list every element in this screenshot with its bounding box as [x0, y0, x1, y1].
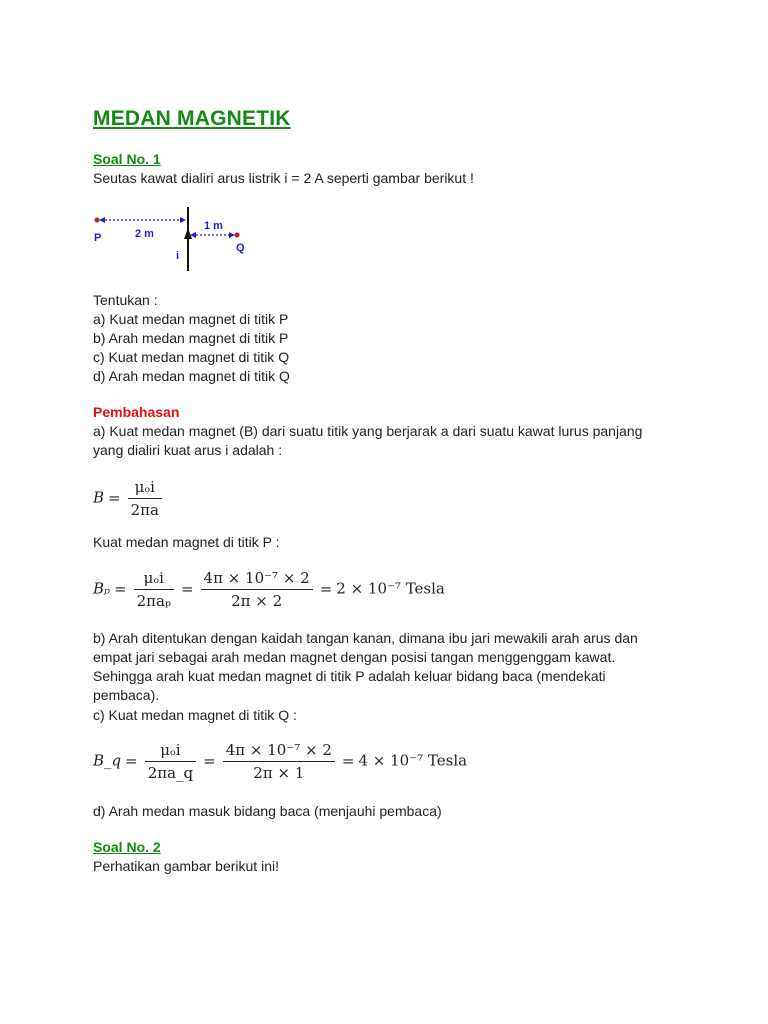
eq1-numerator: μₒi — [134, 478, 155, 496]
question-item-c: c) Kuat medan magnet di titik Q — [93, 349, 290, 365]
eq1-denominator: 2πa — [128, 498, 162, 519]
equation-2: Bₚ = $\frac{\text{μₒi}}{\text{2πaₚ}}$ = $\frac{\text{4π × 10⁻⁷ × 2}}{2\pi \times 2}$ = 2 × 10⁻⁷ Tesla — [93, 569, 445, 610]
question-item-a: a) Kuat medan magnet di titik P — [93, 311, 289, 327]
eq3-denominator-2: 2π × 1 — [223, 761, 335, 782]
eq2-result: 2 × 10⁻⁷ Tesla — [336, 579, 445, 598]
label-i: i — [176, 250, 180, 262]
soal-1-text: Seutas kawat dialiri arus listrik i = 2 A seperti gambar berikut ! — [93, 170, 474, 186]
pembahasan-b-line-4: pembaca). — [93, 687, 160, 703]
eq2-denominator-2: 2π × 2 — [201, 589, 313, 610]
eq3-denominator: 2πa_q — [145, 761, 196, 782]
pembahasan-b-line-1: b) Arah ditentukan dengan kaidah tangan kanan, dimana ibu jari mewakili arah arus dan — [93, 630, 638, 646]
eq1-lhs: B — [93, 488, 105, 507]
soal-2-heading: Soal No. 2 — [93, 839, 161, 855]
kuat-p-label: Kuat medan magnet di titik P : — [93, 534, 280, 550]
point-p — [95, 218, 100, 223]
equation-1: B = $\frac{\text{μₒi}}{2\pi a}$ — [93, 478, 165, 519]
pembahasan-a-line-2: yang dialiri kuat arus i adalah : — [93, 442, 283, 458]
pembahasan-heading: Pembahasan — [93, 404, 180, 420]
current-arrow — [184, 228, 192, 239]
pembahasan-c-line: c) Kuat medan magnet di titik Q : — [93, 707, 297, 723]
question-item-b: b) Arah medan magnet di titik P — [93, 330, 289, 346]
label-q: Q — [236, 242, 245, 254]
eq3-numerator: μₒi — [160, 741, 181, 759]
eq2-numerator: μₒi — [143, 569, 164, 587]
tentukan-label: Tentukan : — [93, 292, 158, 308]
eq3-numerator-2: 4π × 10⁻⁷ × 2 — [225, 741, 332, 759]
soal-1-heading: Soal No. 1 — [93, 151, 161, 167]
eq2-lhs: Bₚ — [93, 579, 111, 598]
label-p: P — [94, 232, 102, 244]
equation-3: B_q = $\frac{\text{μₒi}}{2\pi a\_q}$ = $\frac{\text{4π × 10⁻⁷ × 2}}{2\pi \times 1}$ = 4 × 10⁻⁷ Tesla — [93, 741, 468, 782]
wire-figure — [90, 203, 260, 275]
label-2m: 2 m — [135, 228, 154, 240]
eq2-numerator-2: 4π × 10⁻⁷ × 2 — [203, 569, 310, 587]
pembahasan-d-line: d) Arah medan masuk bidang baca (menjauhi pembaca) — [93, 803, 442, 819]
eq3-lhs: B_q — [93, 751, 122, 770]
eq3-result: 4 × 10⁻⁷ Tesla — [358, 751, 468, 770]
pembahasan-b-line-3: Sehingga arah kuat medan magnet di titik P adalah keluar bidang baca (mendekati — [93, 668, 606, 684]
label-1m: 1 m — [204, 220, 223, 232]
pembahasan-a-line-1: a) Kuat medan magnet (B) dari suatu titik yang berjarak a dari suatu kawat lurus panjang — [93, 423, 643, 439]
question-item-d: d) Arah medan magnet di titik Q — [93, 368, 290, 384]
point-q — [235, 233, 240, 238]
eq2-denominator: 2πaₚ — [134, 589, 174, 610]
soal-2-text: Perhatikan gambar berikut ini! — [93, 858, 279, 874]
page-title: MEDAN MAGNETIK — [93, 107, 291, 130]
pembahasan-b-line-2: empat jari sebagai arah medan magnet dengan posisi tangan menggenggam kawat. — [93, 649, 616, 665]
